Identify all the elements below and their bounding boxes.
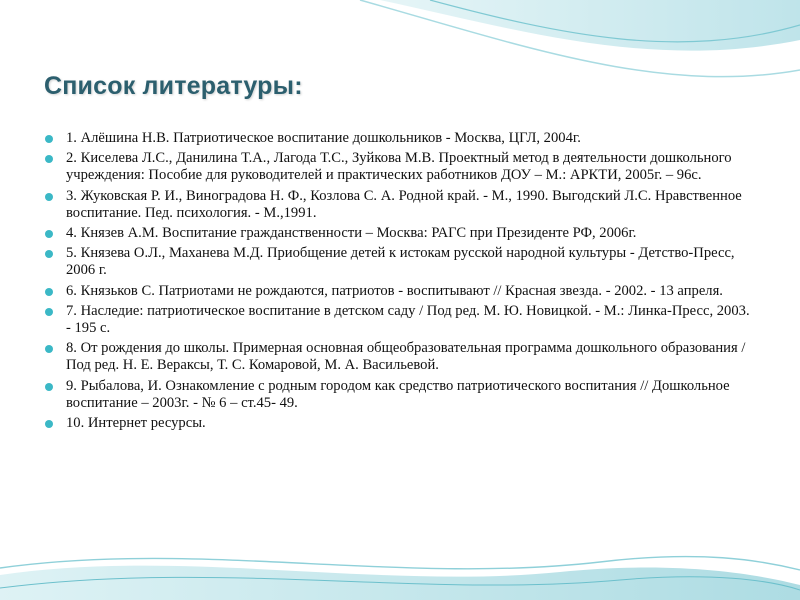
bullet-dot-icon xyxy=(45,135,53,143)
bullet-dot-icon xyxy=(45,288,53,296)
bullet-dot-icon xyxy=(45,155,53,163)
list-item-text: 10. Интернет ресурсы. xyxy=(66,415,206,432)
list-item-text: 2. Киселева Л.С., Данилина Т.А., Лагода Т.С., Зуйкова М.В. Проектный метод в деятельности дошкольного учреждения: Пособие для руководителей и практических работников ДОУ – М.: АРКТИ, 2005г. – 96с. xyxy=(66,150,732,184)
list-item-text: 3. Жуковская Р. И., Виноградова Н. Ф., Козлова С. А. Родной край. - М., 1990. Выгодский Л.С. Нравственное воспитание. Пед. психология. - М.,1991. xyxy=(66,187,742,221)
top-wave-shape xyxy=(380,0,800,51)
bullet-dot-icon xyxy=(45,308,53,316)
list-item-text: 7. Наследие: патриотическое воспитание в детском саду / Под ред. М. Ю. Новицкой. - М.: Линка-Пресс, 2003. - 195 с. xyxy=(66,302,750,337)
list-item-text: 6. Князьков С. Патриотами не рождаются, патриотов - воспитывают // Красная звезда. - 2002. - 13 апреля. xyxy=(66,282,723,299)
list-item-text: 4. Князев А.М. Воспитание гражданственности – Москва: РАГС при Президенте РФ, 2006г. xyxy=(66,225,637,242)
bullet-dot-icon xyxy=(45,383,53,391)
list-item xyxy=(44,225,754,242)
list-item-text: 9. Рыбалова, И. Ознакомление с родным городом как средство патриотического воспитания // Дошкольное воспитание – 2003г. - № 6 – ст.45- 49. xyxy=(66,377,730,411)
bullet-dot-icon xyxy=(45,250,53,258)
bullet-dot-icon xyxy=(45,420,53,428)
slide-title: Список литературы: xyxy=(44,72,303,100)
list-item xyxy=(44,130,754,147)
bibliography-list xyxy=(44,130,754,435)
list-item-text: 5. Князева О.Л., Маханева М.Д. Приобщение детей к истокам русской народной культуры - Детство-Пресс, 2006 г. xyxy=(66,245,735,279)
bullet-dot-icon xyxy=(45,230,53,238)
list-item-text: 8. От рождения до школы. Примерная основная общеобразовательная программа дошкольного образования / Под ред. Н. Е. Вераксы, Т. С. Комаровой, М. А. Васильевой. xyxy=(66,340,746,374)
list-item xyxy=(44,283,754,300)
list-item xyxy=(44,378,754,412)
list-item xyxy=(44,303,754,337)
list-item xyxy=(44,415,754,432)
list-item xyxy=(44,188,754,222)
bullet-dot-icon xyxy=(45,345,53,353)
list-item-text: 1. Алёшина Н.В. Патриотическое воспитание дошкольников - Москва, ЦГЛ, 2004г. xyxy=(66,130,581,146)
list-item xyxy=(44,340,754,374)
bullet-dot-icon xyxy=(45,193,53,201)
list-item xyxy=(44,245,754,279)
list-item xyxy=(44,150,754,184)
